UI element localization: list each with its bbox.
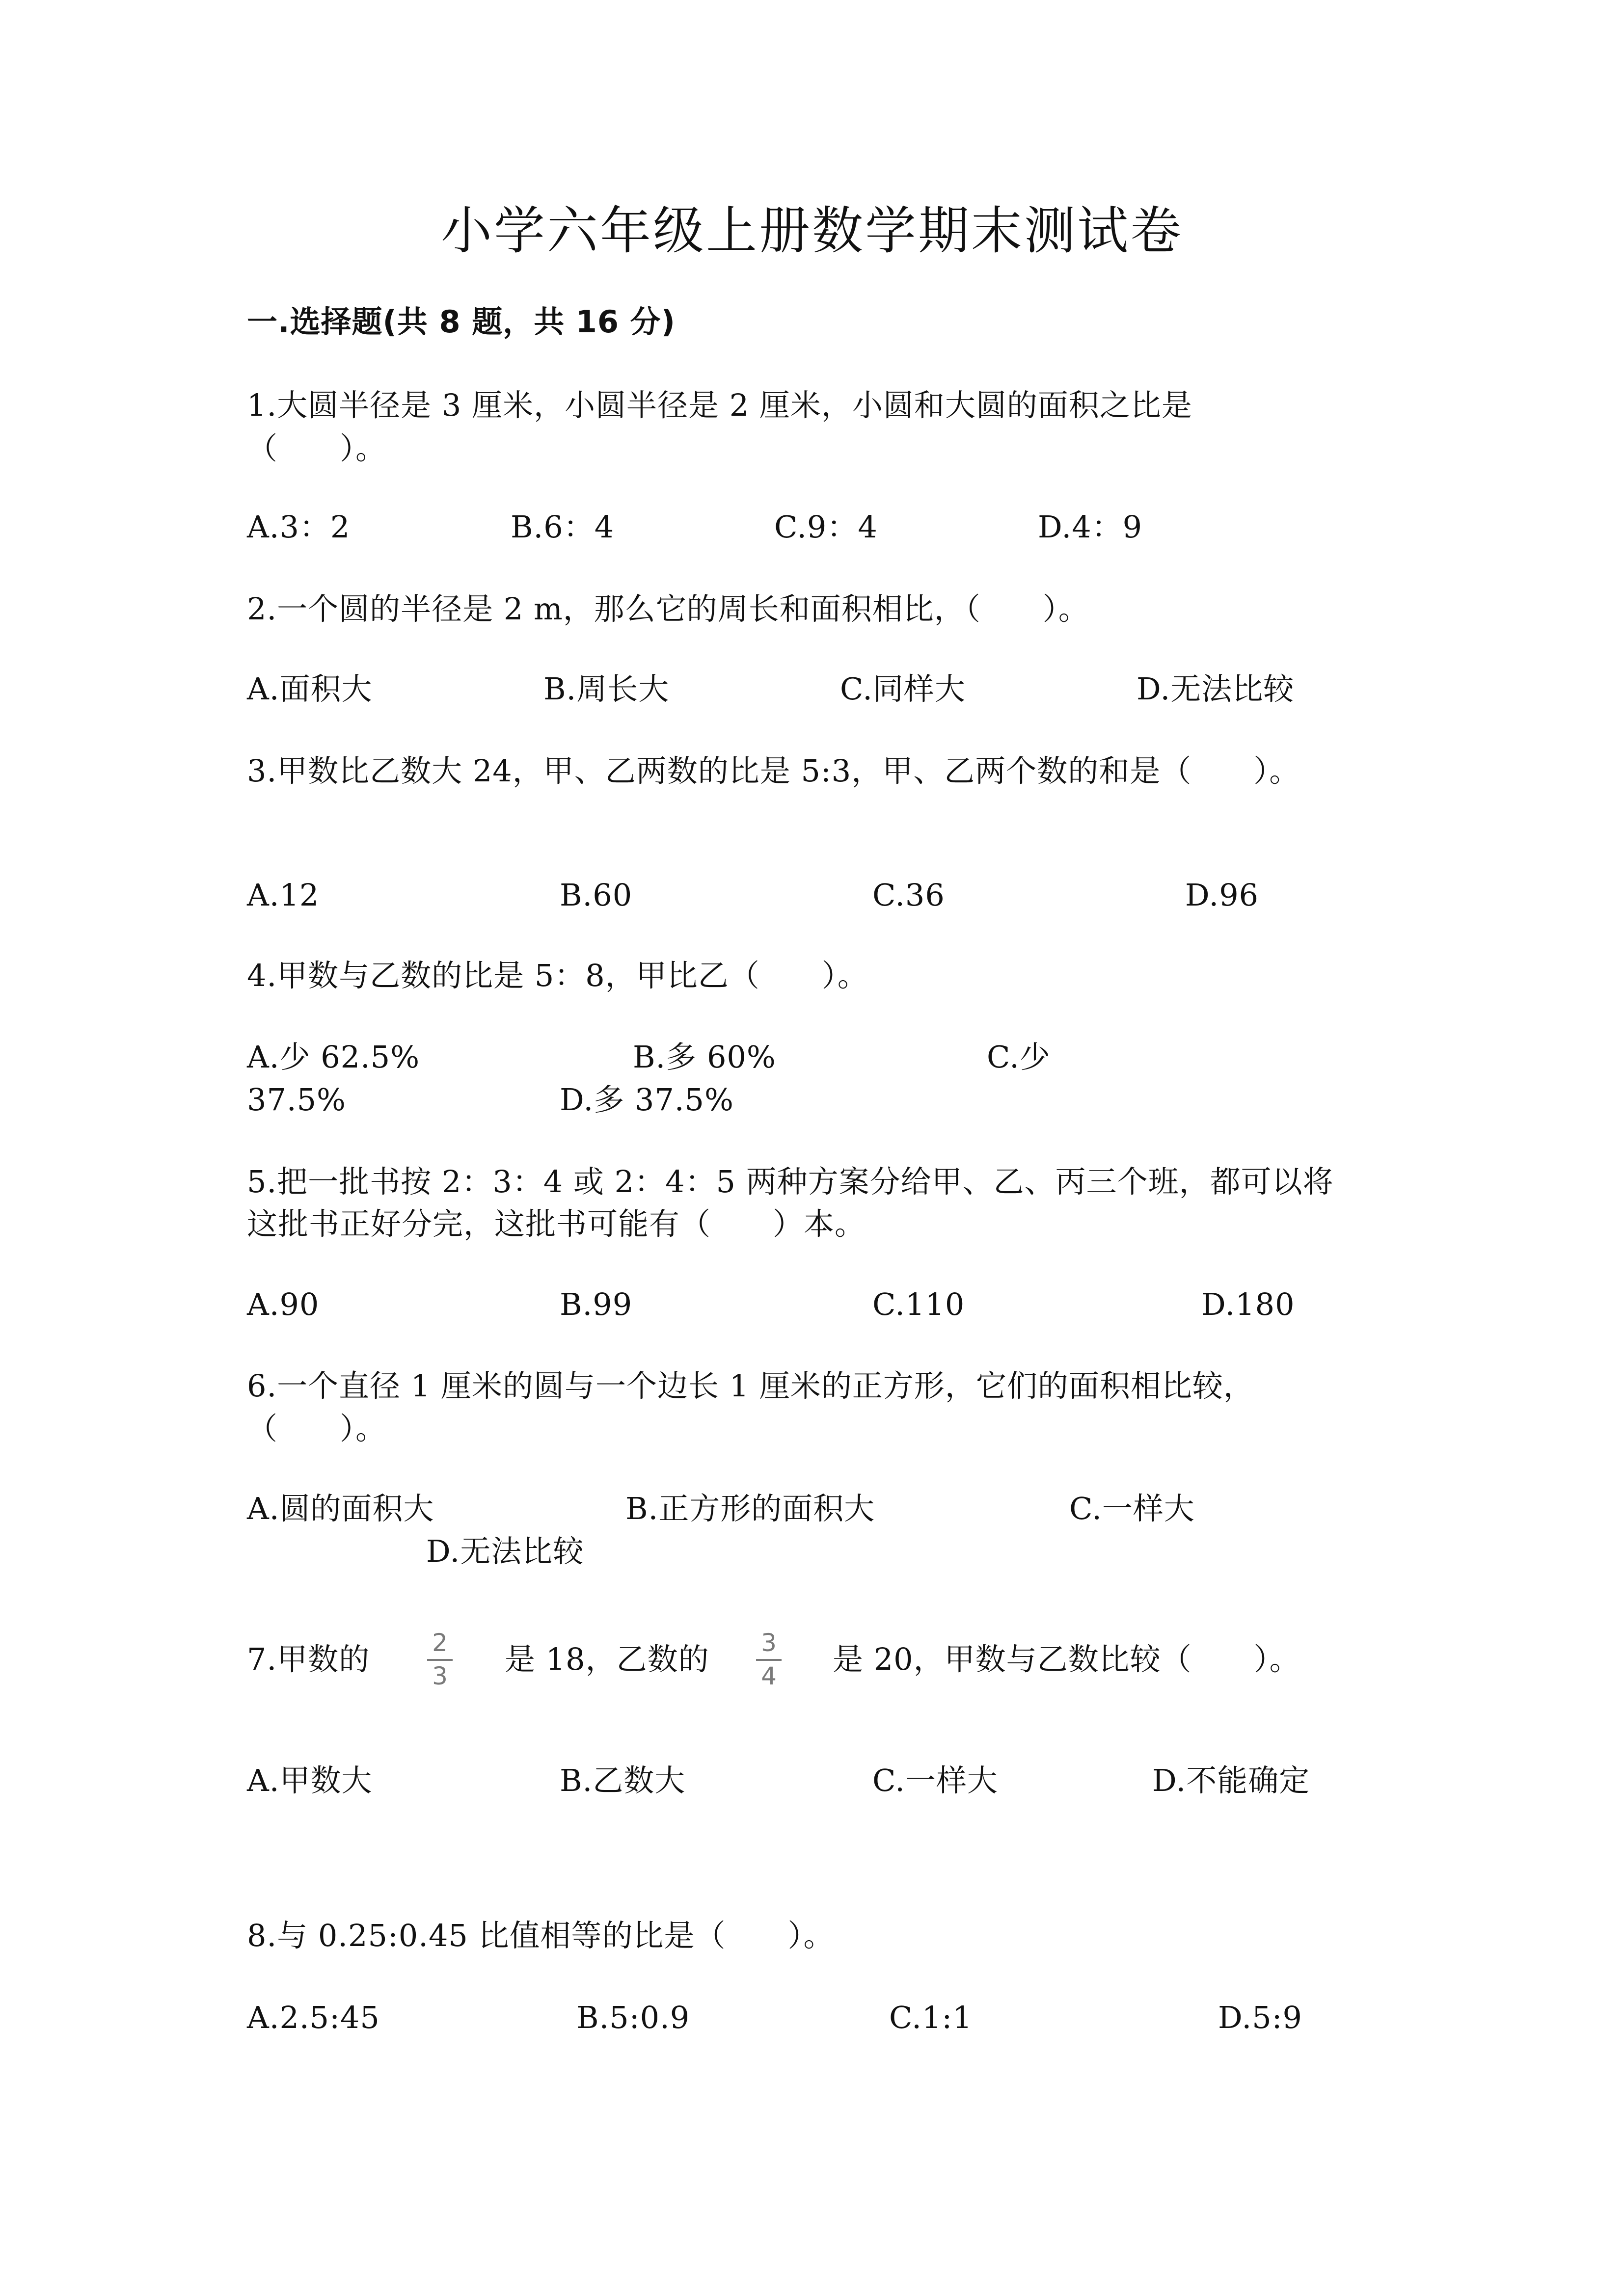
fraction-bar: [756, 1659, 782, 1661]
question-6-option-d[interactable]: D.无法比较: [426, 1533, 584, 1569]
question-8-option-c[interactable]: C.1:1: [889, 2000, 973, 2035]
question-7-option-d[interactable]: D.不能确定: [1152, 1762, 1310, 1798]
question-7-option-c[interactable]: C.一样大: [872, 1762, 998, 1798]
question-6-stem-line-1: 6.一个直径 1 厘米的圆与一个边长 1 厘米的正方形，它们的面积相比较，: [247, 1368, 1254, 1404]
question-4-option-c[interactable]: C.少: [987, 1039, 1051, 1075]
question-2-option-c[interactable]: C.同样大: [840, 671, 966, 707]
question-7-option-b[interactable]: B.乙数大: [560, 1762, 686, 1798]
question-2-option-d[interactable]: D.无法比较: [1137, 671, 1295, 707]
question-7-stem-part-2: 是 18，乙数的: [505, 1641, 709, 1677]
fraction-denominator: 3: [432, 1662, 448, 1690]
question-4-option-a[interactable]: A.少 62.5%: [247, 1039, 420, 1075]
question-8-stem: 8.与 0.25:0.45 比值相等的比是（ ）。: [247, 1918, 835, 1953]
question-4-option-c-continued[interactable]: 37.5%: [247, 1082, 346, 1118]
fraction-numerator: 3: [761, 1629, 777, 1657]
question-3-option-b[interactable]: B.60: [560, 877, 633, 913]
question-8-option-d[interactable]: D.5:9: [1218, 2000, 1302, 2035]
fraction-denominator: 4: [761, 1662, 777, 1690]
section-heading: 一.选择题(共 8 题，共 16 分): [247, 304, 676, 340]
question-7-stem-part-1: 7.甲数的: [247, 1641, 370, 1677]
question-5-stem-line-2: 这批书正好分完，这批书可能有（ ）本。: [247, 1206, 866, 1242]
question-1-option-a[interactable]: A.3：2: [247, 509, 351, 545]
question-3-option-c[interactable]: C.36: [872, 877, 945, 913]
question-2-option-a[interactable]: A.面积大: [247, 671, 373, 707]
fraction-two-thirds: [425, 1630, 455, 1691]
question-3-option-a[interactable]: A.12: [247, 877, 320, 913]
question-4-option-b[interactable]: B.多 60%: [633, 1039, 776, 1075]
question-6-option-a[interactable]: A.圆的面积大: [247, 1491, 434, 1526]
question-1-option-c[interactable]: C.9：4: [774, 509, 878, 545]
question-6-option-b[interactable]: B.正方形的面积大: [625, 1491, 875, 1526]
question-3-option-d[interactable]: D.96: [1185, 877, 1259, 913]
question-4-stem: 4.甲数与乙数的比是 5：8，甲比乙（ ）。: [247, 958, 868, 993]
fraction-three-quarters: [754, 1630, 784, 1691]
question-5-option-c[interactable]: C.110: [872, 1286, 965, 1322]
question-5-option-a[interactable]: A.90: [247, 1286, 320, 1322]
fraction-numerator: 2: [432, 1629, 448, 1657]
question-5-option-d[interactable]: D.180: [1201, 1286, 1295, 1322]
question-3-stem: 3.甲数比乙数大 24，甲、乙两数的比是 5:3，甲、乙两个数的和是（ ）。: [247, 753, 1300, 789]
question-7-stem-part-3: 是 20，甲数与乙数比较（ ）。: [833, 1641, 1300, 1677]
question-1-stem-line-2: （ ）。: [247, 430, 387, 466]
question-5-option-b[interactable]: B.99: [560, 1286, 633, 1322]
question-4-option-d[interactable]: D.多 37.5%: [560, 1082, 734, 1118]
question-2-option-b[interactable]: B.周长大: [543, 671, 670, 707]
question-2-stem: 2.一个圆的半径是 2 m，那么它的周长和面积相比，（ ）。: [247, 591, 1089, 627]
question-5-stem-line-1: 5.把一批书按 2：3：4 或 2：4：5 两种方案分给甲、乙、丙三个班，都可以将: [247, 1164, 1334, 1200]
question-8-option-b[interactable]: B.5:0.9: [576, 2000, 690, 2035]
question-1-option-d[interactable]: D.4：9: [1038, 509, 1143, 545]
page-title: 小学六年级上册数学期末测试卷: [440, 201, 1183, 261]
fraction-bar: [427, 1659, 453, 1661]
question-6-stem-line-2: （ ）。: [247, 1411, 387, 1446]
question-8-option-a[interactable]: A.2.5:45: [247, 2000, 380, 2035]
question-1-option-b[interactable]: B.6：4: [511, 509, 615, 545]
question-7-option-a[interactable]: A.甲数大: [247, 1762, 373, 1798]
question-1-stem-line-1: 1.大圆半径是 3 厘米，小圆半径是 2 厘米，小圆和大圆的面积之比是: [247, 387, 1192, 423]
question-6-option-c[interactable]: C.一样大: [1069, 1491, 1195, 1526]
